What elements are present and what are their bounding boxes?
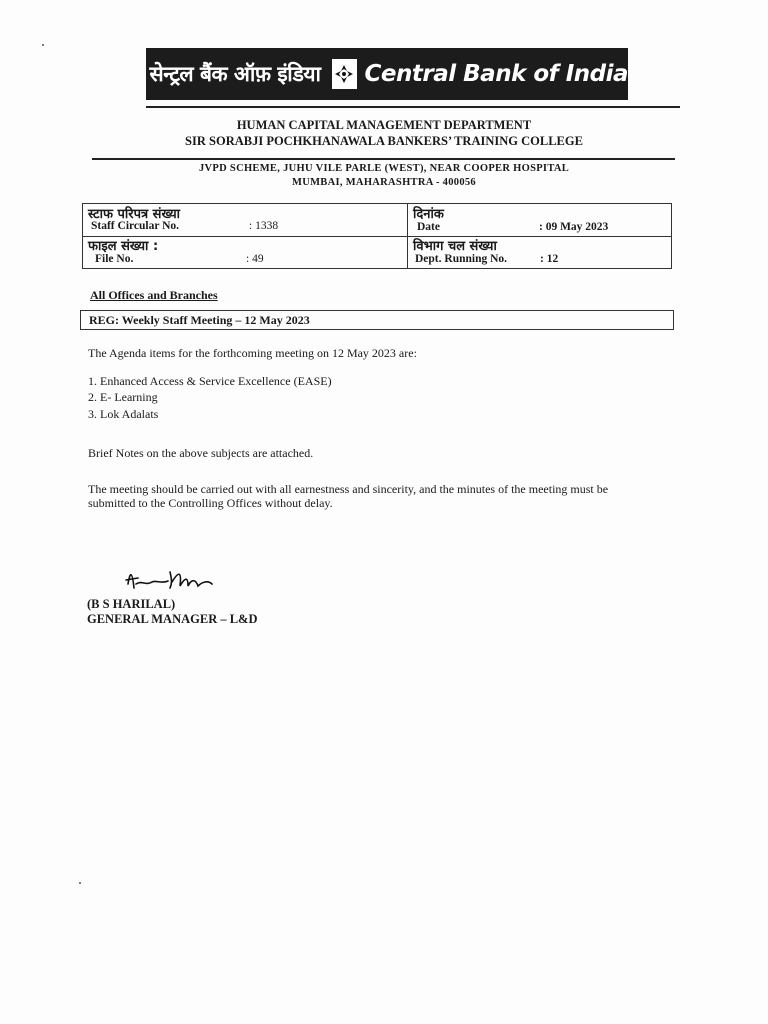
agenda-item-3: 3. Lok Adalats — [88, 407, 159, 421]
college-title: SIR SORABJI POCHKHANAWALA BANKERS’ TRAINING COLLEGE — [185, 134, 583, 148]
circular-no-value: : 1338 — [249, 220, 279, 232]
intro-text: The Agenda items for the forthcoming meeting on 12 May 2023 are: — [88, 346, 417, 360]
closing-paragraph-line-2: submitted to the Controlling Offices without delay. — [88, 496, 333, 510]
notes-text: Brief Notes on the above subjects are attached. — [88, 446, 314, 460]
bank-logo-banner — [146, 48, 628, 100]
header-rule-middle — [92, 158, 675, 160]
bank-emblem-icon — [332, 59, 357, 89]
circular-info-box — [82, 203, 672, 269]
logo-hindi-text: सेन्ट्रल बैंक ऑफ़ इंडिया — [149, 62, 321, 86]
address-line-1: JVPD SCHEME, JUHU VILE PARLE (WEST), NEAR COOPER HOSPITAL — [198, 163, 570, 174]
signatory-title: GENERAL MANAGER – L&D — [87, 612, 258, 626]
header-rule-top — [146, 106, 680, 108]
logo-english-text: Central Bank of India — [364, 61, 628, 87]
department-title: HUMAN CAPITAL MANAGEMENT DEPARTMENT — [236, 118, 532, 132]
date-value: : 09 May 2023 — [539, 221, 609, 233]
circular-no-label: Staff Circular No. — [91, 220, 180, 232]
closing-paragraph-line-1: The meeting should be carried out with all earnestness and sincerity, and the minutes of the meeting must be — [88, 482, 609, 496]
signatory-name: (B S HARILAL) — [87, 597, 176, 611]
date-hindi: दिनांक — [413, 207, 444, 222]
agenda-item-1: 1. Enhanced Access & Service Excellence (EASE) — [88, 374, 332, 388]
addressee: All Offices and Branches — [90, 288, 218, 302]
scan-speck — [42, 44, 44, 46]
subject-text: REG: Weekly Staff Meeting – 12 May 2023 — [89, 313, 310, 327]
scan-speck — [79, 882, 81, 884]
subject-box — [80, 310, 674, 330]
file-no-value: : 49 — [246, 253, 264, 265]
address-line-2: MUMBAI, MAHARASHTRA - 400056 — [292, 177, 476, 188]
dept-no-hindi: विभाग चल संख्या — [413, 239, 497, 254]
agenda-item-2: 2. E- Learning — [88, 390, 158, 404]
dept-no-value: : 12 — [540, 253, 559, 265]
info-divider-horizontal — [83, 236, 671, 237]
file-no-label: File No. — [95, 253, 134, 265]
file-no-hindi: फाइल संख्या : — [88, 239, 159, 254]
dept-no-label: Dept. Running No. — [415, 253, 508, 265]
handwritten-signature — [122, 562, 222, 601]
circular-no-hindi: स्टाफ परिपत्र संख्या — [88, 207, 180, 222]
date-label: Date — [417, 221, 440, 233]
